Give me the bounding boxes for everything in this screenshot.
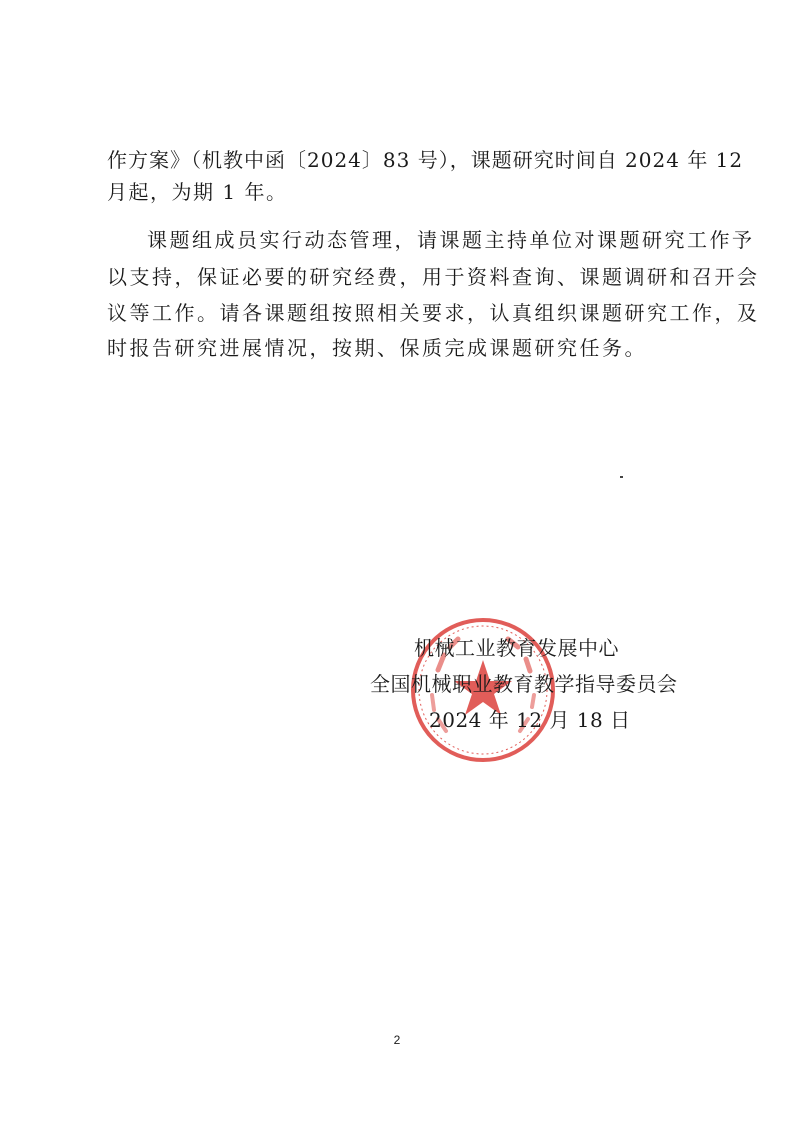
paragraph-2-line-2: 以支持，保证必要的研究经费，用于资料查询、课题调研和召开会 (107, 265, 760, 289)
page-number: 2 (393, 1033, 401, 1047)
stray-mark (620, 476, 623, 478)
issuer-org-1: 机械工业教育发展中心 (414, 636, 619, 660)
issuer-org-2: 全国机械职业教育教学指导委员会 (370, 672, 678, 696)
paragraph-2-line-1: 课题组成员实行动态管理，请课题主持单位对课题研究工作予 (147, 228, 755, 252)
paragraph-1-line-2: 月起，为期 1 年。 (107, 180, 288, 204)
paragraph-1-line-1: 作方案》（机教中函〔2024〕83 号），课题研究时间自 2024 年 12 (107, 148, 744, 172)
paragraph-2-line-4: 时报告研究进展情况，按期、保质完成课题研究任务。 (107, 336, 647, 360)
paragraph-2-line-3: 议等工作。请各课题组按照相关要求，认真组织课题研究工作，及 (107, 301, 760, 325)
issue-date: 2024 年 12 月 18 日 (429, 708, 631, 732)
